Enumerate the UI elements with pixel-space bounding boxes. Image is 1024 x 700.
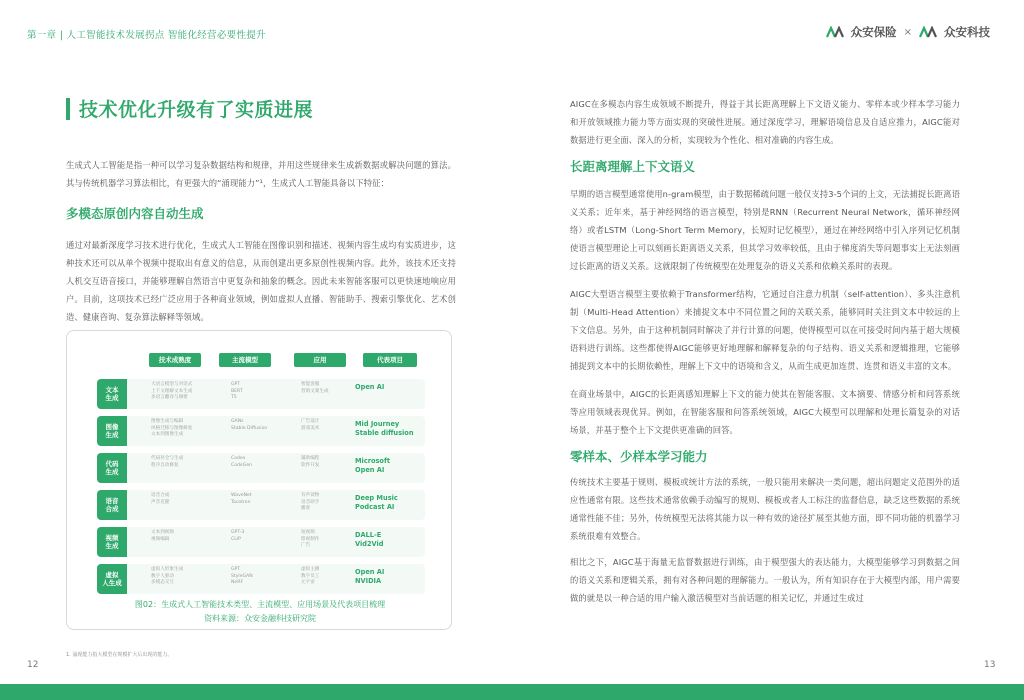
row-project: Mid Journey Stable diffusion bbox=[355, 420, 414, 437]
row-maturity: 虚拟人形象生成 数字人驱动 多模态交互 bbox=[151, 567, 184, 585]
header-applications: 应用 bbox=[294, 353, 346, 367]
row-label: 文本 生成 bbox=[97, 379, 127, 409]
zhongan-tech-logo-icon bbox=[919, 26, 939, 38]
long-context-paragraph-3: 在商业场景中，AIGC的长距离感知理解上下文的能力使其在智能客服、文本摘要、情感分析和问答系统等应用领域表现优异。例如，在智能客服和问答系统领域，AIGC大模型可以理解和处理长篇复杂的对话场景，并基于整个上下文提供更准确的回答。 bbox=[570, 389, 960, 435]
row-label: 代码 生成 bbox=[97, 453, 127, 483]
row-project: DALL-E Vid2Vid bbox=[355, 531, 384, 548]
row-maturity: 语音合成 声音克隆 bbox=[151, 493, 170, 505]
figure-table bbox=[66, 330, 452, 630]
figure-source: 资料来源：众安金融科技研究院 bbox=[204, 614, 316, 623]
few-shot-paragraph-1: 传统技术主要基于规则、模板或统计方法的系统，一般只能用来解决一类问题，超出问题定义范围外的适应性通常有限。这些技术通常依赖手动编写的规则、模板或者人工标注的监督信息，缺乏这些数据的系统通常性能不佳；另外，传统模型无法将其能力以一种有效的途径扩展至其他方面，即不同功能的机器学习系统很难有效整合。 bbox=[570, 477, 960, 541]
row-project: Open AI bbox=[355, 383, 385, 391]
table-row bbox=[97, 490, 425, 520]
row-label: 视频 生成 bbox=[97, 527, 127, 557]
row-label: 语音 合成 bbox=[97, 490, 127, 520]
left-page bbox=[66, 95, 456, 326]
row-applications: 虚拟主播 数字员工 元宇宙 bbox=[301, 567, 320, 585]
row-maturity: 文本到视频 视频编辑 bbox=[151, 530, 174, 542]
long-context-paragraph-2: AIGC大型语言模型主要依赖于Transformer结构，它通过自注意力机制（self-attention）、多头注意机制（Multi-Head Attention）来捕捉文本中不同位置之间的关联关系，能够同时关注到文本中较远的上下文信息。另外，由于这种机制同时解决了并行计算的问题，使得模型可以在可接受时间内基于超大规模语料进行训练。这些都使得AIGC能够更好地理解和解释复杂的句子结构、语义关系和逻辑推理，它能够捕捉到文本中的长期依赖性，理解上下文中的语境和含义，从而生成更加连贯、连贯和语义丰富的文本。 bbox=[570, 289, 960, 371]
header-maturity: 技术成熟度 bbox=[149, 353, 201, 367]
row-label: 图像 生成 bbox=[97, 416, 127, 446]
table-row bbox=[97, 416, 425, 446]
table-row bbox=[97, 527, 425, 557]
few-shot-paragraph-2: 相比之下，AIGC基于海量无监督数据进行训练，由于模型强大的表达能力，大模型能够学习到数据之间的语义关系和逻辑关系，拥有对各种问题的理解能力。一般认为，所有知识存在于大模型内部，用户需要做的就是以一种合适的用户输入激活模型对当前话题的相关记忆，并通过生成过 bbox=[570, 557, 960, 603]
row-project: Deep Music Podcast AI bbox=[355, 494, 398, 511]
zhongan-logo-icon bbox=[826, 26, 846, 38]
row-project: Microsoft Open AI bbox=[355, 457, 390, 474]
brand-separator: × bbox=[903, 26, 912, 38]
row-applications: 有声读物 语音助手 播客 bbox=[301, 493, 320, 511]
page-header bbox=[0, 0, 1024, 60]
multimodal-paragraph: 通过对最新深度学习技术进行优化，生成式人工智能在图像识别和描述、视频内容生成均有实质进步，这种技术还可以从单个视频中提取出有意义的信息，从而创建出更多原创性视频内容。此外，该技术还支持人机交互语音接口，并能够理解自然语言中更复杂和抽象的概念。因此未来智能客服可以更快速地响应用户。目前，这项技术已经广泛应用于各种商业领域，例如虚拟人直播、智能助手、搜索引擎优化、艺术创造、健康咨询、复杂算法解释等领域。 bbox=[66, 240, 456, 322]
section-heading bbox=[66, 95, 456, 122]
long-context-paragraph-1: 早期的语言模型通常使用n-gram模型，由于数据稀疏问题一般仅支持3-5个词的上文，无法捕捉长距离语义关系；近年来，基于神经网络的语言模型，特别是RNN（Recurrent Neural Network，循环神经网络）或者LSTM（Long-Short Term Memory，长短时记忆模型），通过在神经网络中引入序列记忆机制使语言模型理论上可以刻画长距离语义关系，但其学习效率较低，且由于梯度消失等问题事实上无法刻画过长距离的语义关系。这就限制了传统模型在处理复杂的语义关系和依赖关系时的表现。 bbox=[570, 189, 960, 271]
footnote: 1. 涌现能力指大模型在规模扩大后出现的能力。 bbox=[66, 652, 173, 658]
intro-paragraph: 生成式人工智能是指一种可以学习复杂数据结构和规律，并用这些规律来生成新数据或解决问题的算法。其与传统机器学习算法相比，有更强大的“涌现能力”¹，生成式人工智能具备以下特征： bbox=[66, 160, 456, 188]
page-number-right: 13 bbox=[984, 660, 996, 670]
row-applications: 智能客服 营销文案生成 bbox=[301, 382, 329, 394]
header-models: 主流模型 bbox=[219, 353, 271, 367]
row-applications: 辅助编程 软件开发 bbox=[301, 456, 320, 468]
table-row bbox=[97, 379, 425, 409]
row-models: WaveNet Tacotron bbox=[231, 493, 252, 505]
figure-caption: 图02：生成式人工智能技术类型、主流模型、应用场景及代表项目梳理 bbox=[134, 600, 386, 609]
row-models: GPT StyleGAN NeRF bbox=[231, 567, 253, 585]
brand-insurance: 众安保险 bbox=[850, 25, 897, 39]
header-projects: 代表项目 bbox=[363, 353, 417, 367]
row-label: 虚拟 人生成 bbox=[97, 564, 127, 594]
row-maturity: 图像生成与编辑 风格迁移与图像修复 文本到图像生成 bbox=[151, 419, 193, 437]
bottom-accent-bar bbox=[0, 684, 1024, 700]
row-applications: 广告设计 游戏美术 bbox=[301, 419, 320, 431]
aigc-paragraph: AIGC在多模态内容生成领域不断提升，得益于其长距离理解上下文语义能力、零样本或少样本学习能力和开放领域推力能力等方面实现的突破性进展。通过深度学习，理解语境信息及自适应推力，AIGC能对数据进行更全面、深入的分析，实现较为个性化、相对准确的内容生成。 bbox=[570, 99, 960, 145]
subheading-long-context: 长距离理解上下文语义 bbox=[570, 159, 696, 174]
subheading-multimodal: 多模态原创内容自动生成 bbox=[66, 206, 204, 221]
row-models: GPT-3 CLIP bbox=[231, 530, 245, 542]
table-row bbox=[97, 453, 425, 483]
section-title: 技术优化升级有了实质进展 bbox=[79, 99, 314, 121]
right-page bbox=[570, 95, 960, 607]
heading-accent-bar bbox=[66, 98, 70, 120]
brand-tech: 众安科技 bbox=[944, 25, 990, 39]
chapter-title: 第一章 | 人工智能技术发展拐点 智能化经营必要性提升 bbox=[27, 30, 266, 41]
row-maturity: 大语言模型与对话式 上下文理解文本生成 多语言翻译与摘要 bbox=[151, 382, 193, 400]
brand-logo bbox=[826, 24, 990, 40]
table-row bbox=[97, 564, 425, 594]
row-applications: 短视频 影视制作 广告 bbox=[301, 530, 320, 548]
page-number-left: 12 bbox=[27, 660, 39, 670]
subheading-few-shot: 零样本、少样本学习能力 bbox=[570, 449, 708, 464]
row-models: GPT BERT T5 bbox=[231, 382, 243, 400]
row-maturity: 代码补全与生成 程序自动修复 bbox=[151, 456, 184, 468]
row-models: Codex CodeGen bbox=[231, 456, 253, 468]
row-project: Open AI NVIDIA bbox=[355, 568, 385, 585]
row-models: GANs Stable Diffusion bbox=[231, 419, 268, 431]
